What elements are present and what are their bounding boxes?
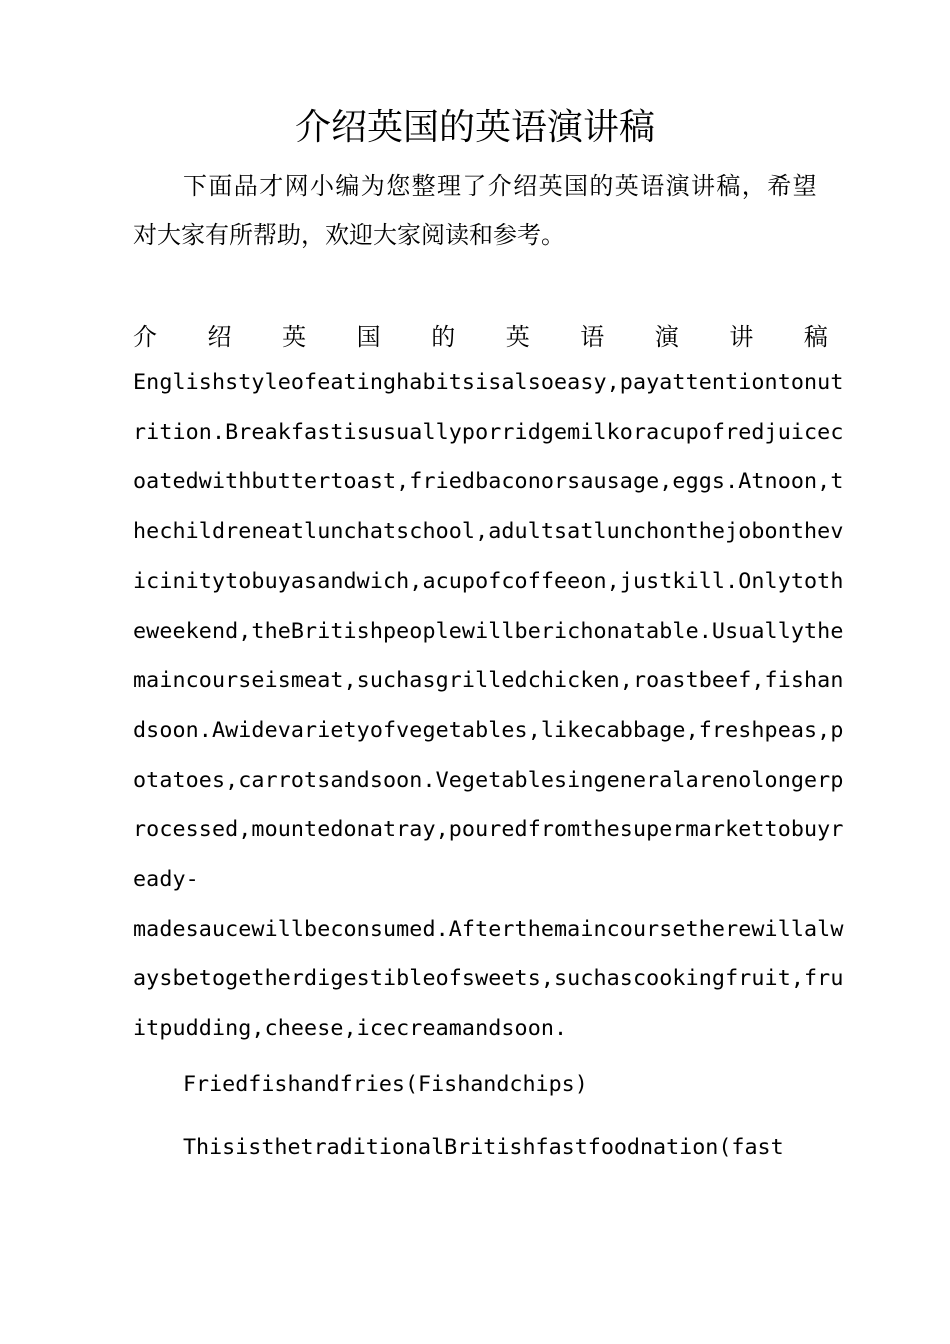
spaced-heading bbox=[133, 309, 828, 359]
body-line: oatedwithbuttertoast,friedbaconorsausage,eggs.Atnoon,t bbox=[133, 469, 844, 495]
body-paragraph bbox=[133, 358, 844, 1054]
body-line: Englishstyleofeatinghabitsisalsoeasy,payattentiontonut bbox=[133, 370, 844, 395]
heading-char: 介 bbox=[133, 322, 157, 351]
document-title: 介绍英国的英语演讲稿 bbox=[294, 107, 655, 148]
heading-char: 的 bbox=[431, 322, 456, 351]
body-line: icinitytobuyasandwich,acupofcoffeeon,justkill.Onlytoth bbox=[133, 568, 844, 594]
body-line: madesaucewillbeconsumed.Afterthemaincoursetherewillalw bbox=[133, 916, 844, 942]
body-line: eady- bbox=[133, 867, 199, 893]
body-line: dsoon.Awidevarietyofvegetables,likecabbage,freshpeas,p bbox=[133, 717, 844, 743]
paragraph-fish-and-chips: Friedfishandfries(Fishandchips) bbox=[183, 1072, 588, 1097]
body-line: rition.Breakfastisusuallyporridgemilkoracupofredjuicec bbox=[133, 419, 844, 445]
heading-char: 国 bbox=[356, 322, 381, 351]
heading-char: 英 bbox=[282, 322, 307, 351]
heading-char: 讲 bbox=[729, 322, 754, 351]
body-line: itpudding,cheese,icecreamandsoon. bbox=[133, 1016, 568, 1042]
body-line: aysbetogetherdigestibleofsweets,suchascookingfruit,fru bbox=[133, 966, 844, 992]
paragraph-fast-food: ThisisthetraditionalBritishfastfoodnation(fast bbox=[183, 1135, 784, 1160]
intro-line: 下面品才网小编为您整理了介绍英国的英语演讲稿，希望 bbox=[183, 172, 818, 200]
body-line: eweekend,theBritishpeoplewillberichonatable.Usuallythe bbox=[133, 618, 844, 644]
heading-char: 稿 bbox=[803, 322, 828, 351]
intro-paragraph bbox=[133, 162, 828, 260]
heading-char: 英 bbox=[505, 322, 530, 351]
body-line: hechildreneatlunchatschool,adultsatlunchonthejobonthev bbox=[133, 519, 844, 545]
body-line: rocessed,mountedonatray,pouredfromthesupermarkettobuyr bbox=[133, 817, 844, 843]
body-line: maincourseismeat,suchasgrilledchicken,roastbeef,fishan bbox=[133, 668, 844, 694]
heading-char: 演 bbox=[654, 322, 679, 351]
intro-line: 对大家有所帮助，欢迎大家阅读和参考。 bbox=[133, 221, 565, 249]
heading-char: 绍 bbox=[207, 322, 232, 351]
heading-char: 语 bbox=[580, 322, 605, 351]
body-line: otatoes,carrotsandsoon.Vegetablesingeneralarenolongerp bbox=[133, 767, 844, 793]
